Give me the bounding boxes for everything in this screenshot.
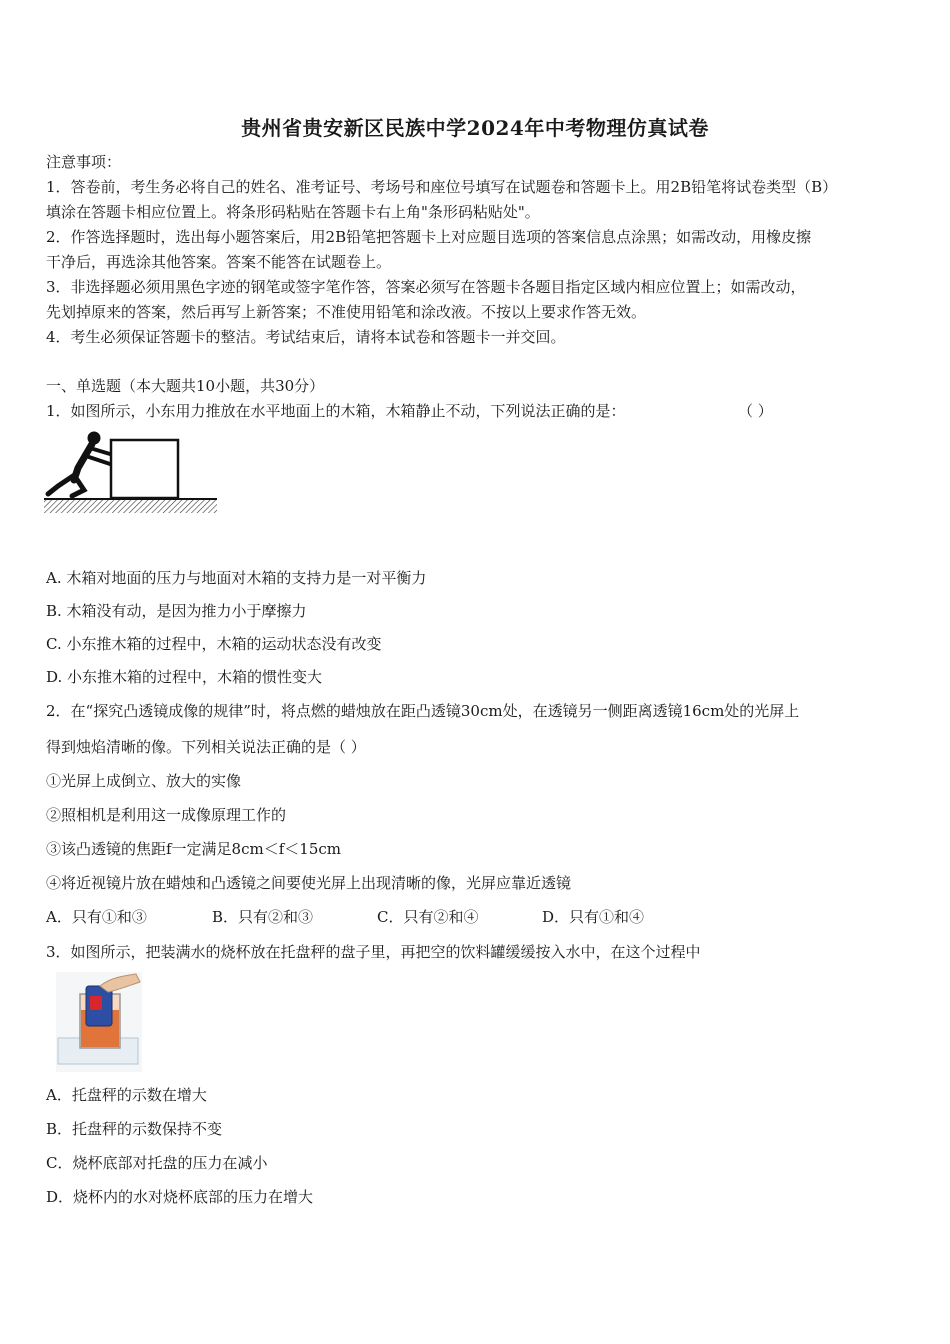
q3-beaker-figure — [56, 972, 142, 1072]
q3-stem: 3．如图所示，把装满水的烧杯放在托盘秤的盘子里，再把空的饮料罐缓缓按入水中，在这个过程中 — [46, 943, 701, 961]
notes-line: 1．答卷前，考生务必将自己的姓名、准考证号、考场号和座位号填写在试题卷和答题卡上。用2B铅笔将试卷类型（B） — [46, 178, 838, 196]
wooden-box — [111, 440, 178, 498]
q3-option-b: B．托盘秤的示数保持不变 — [46, 1120, 223, 1138]
q3-option-d: D．烧杯内的水对烧杯底部的压力在增大 — [46, 1188, 314, 1206]
can-label — [90, 996, 102, 1010]
q2-option-a: A．只有①和③ — [46, 908, 147, 926]
notes-line: 2．作答选择题时，选出每小题答案后，用2B铅笔把答题卡上对应题目选项的答案信息点涂黑；如需改动，用橡皮擦 — [46, 228, 812, 246]
q2-statement-4: ④将近视镜片放在蜡烛和凸透镜之间要使光屏上出现清晰的像，光屏应靠近透镜 — [46, 874, 572, 892]
q3-option-c: C．烧杯底部对托盘的压力在减小 — [46, 1154, 268, 1172]
section-heading: 一、单选题（本大题共10小题，共30分） — [46, 377, 325, 395]
q1-option-b: B. 木箱没有动，是因为推力小于摩擦力 — [46, 602, 307, 620]
q2-option-b: B．只有②和③ — [212, 908, 314, 926]
q2-stem-line1: 2．在“探究凸透镜成像的规律”时，将点燃的蜡烛放在距凸透镜30cm处，在透镜另一侧距离透镜16cm处的光屏上 — [46, 702, 800, 720]
notes-line: 填涂在答题卡相应位置上。将条形码粘贴在答题卡右上角"条形码粘贴处"。 — [46, 203, 540, 221]
exam-title: 贵州省贵安新区民族中学2024年中考物理仿真试卷 — [241, 116, 709, 140]
notes-line: 4．考生必须保证答题卡的整洁。考试结束后，请将本试卷和答题卡一并交回。 — [46, 328, 566, 346]
q1-stem: 1．如图所示，小东用力推放在水平地面上的木箱，木箱静止不动，下列说法正确的是： — [46, 402, 626, 420]
q1-option-a: A. 木箱对地面的压力与地面对木箱的支持力是一对平衡力 — [46, 569, 427, 587]
ground-hatch — [44, 499, 217, 513]
q2-options-row — [46, 906, 906, 926]
notes-line: 干净后，再选涂其他答案。答案不能答在试题卷上。 — [46, 253, 392, 271]
q2-option-c: C．只有②和④ — [377, 908, 479, 926]
q1-push-box-figure — [44, 428, 220, 518]
notes-line: 3．非选择题必须用黑色字迹的钢笔或签字笔作答，答案必须写在答题卡各题目指定区域内相应位置上；如需改动， — [46, 278, 806, 296]
q1-option-d: D. 小东推木箱的过程中，木箱的惯性变大 — [46, 668, 323, 686]
q2-statement-3: ③该凸透镜的焦距f一定满足8cm＜f＜15cm — [46, 840, 341, 858]
q2-stem-line2: 得到烛焰清晰的像。下列相关说法正确的是（ ） — [46, 738, 366, 756]
q1-option-c: C. 小东推木箱的过程中，木箱的运动状态没有改变 — [46, 635, 382, 653]
q1-answer-paren: （ ） — [738, 402, 773, 420]
q2-option-d: D．只有①和④ — [542, 908, 645, 926]
notes-heading: 注意事项： — [46, 153, 122, 171]
notes-line: 先划掉原来的答案，然后再写上新答案；不准使用铅笔和涂改液。不按以上要求作答无效。 — [46, 303, 647, 321]
q2-statement-1: ①光屏上成倒立、放大的实像 — [46, 772, 242, 790]
pushing-person — [48, 432, 110, 496]
q2-statement-2: ②照相机是利用这一成像原理工作的 — [46, 806, 287, 824]
q3-option-a: A．托盘秤的示数在增大 — [46, 1086, 207, 1104]
